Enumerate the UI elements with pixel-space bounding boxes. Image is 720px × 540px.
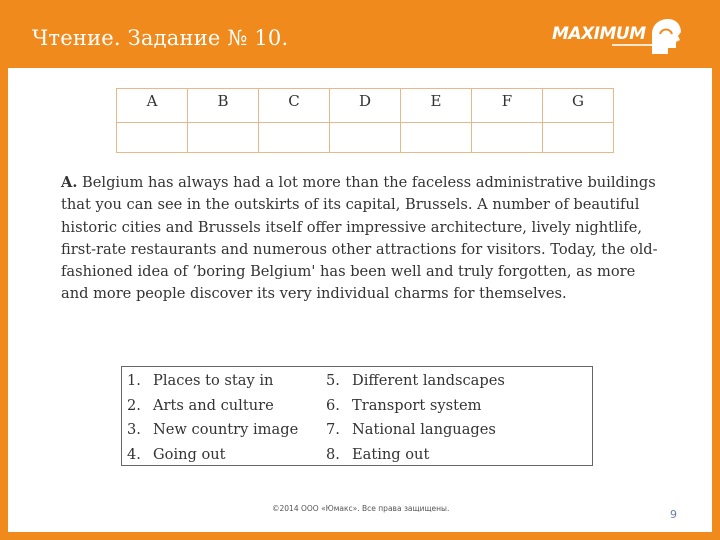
maximum-logo bbox=[552, 18, 684, 58]
heading-label: New country image bbox=[153, 421, 299, 438]
answer-cell-d[interactable] bbox=[330, 123, 401, 153]
heading-option bbox=[127, 443, 298, 468]
heading-option bbox=[326, 394, 505, 419]
reading-text bbox=[61, 172, 661, 306]
answer-cell-e[interactable] bbox=[401, 123, 472, 153]
heading-number: 8. bbox=[326, 445, 340, 463]
answer-cell-c[interactable] bbox=[259, 123, 330, 153]
heading-label: Going out bbox=[153, 445, 226, 463]
answer-table-answers-row bbox=[117, 123, 614, 153]
answer-letter-b: B bbox=[188, 89, 259, 123]
page-number: 9 bbox=[670, 508, 677, 521]
answer-letter-f: F bbox=[472, 89, 543, 123]
slide-header bbox=[0, 0, 720, 68]
text-label: A. bbox=[61, 174, 78, 191]
heading-option bbox=[326, 418, 505, 443]
heading-label: Different landscapes bbox=[352, 372, 505, 389]
heading-number: 1. bbox=[127, 372, 141, 389]
copyright-footer: ©2014 ООО «Юмакс». Все права защищены. bbox=[272, 504, 450, 513]
heading-number: 2. bbox=[127, 396, 141, 414]
heading-label: National languages bbox=[352, 421, 496, 438]
heading-option bbox=[326, 369, 505, 394]
heading-label: Arts and culture bbox=[153, 396, 274, 414]
heading-option bbox=[127, 394, 298, 419]
answer-cell-f[interactable] bbox=[472, 123, 543, 153]
answer-letter-a: A bbox=[117, 89, 188, 123]
heading-label: Eating out bbox=[352, 445, 430, 463]
answer-letter-e: E bbox=[401, 89, 472, 123]
heading-label: Transport system bbox=[352, 396, 482, 414]
answer-cell-g[interactable] bbox=[543, 123, 614, 153]
heading-number: 6. bbox=[326, 396, 340, 414]
text-body: Belgium has always had a lot more than the faceless administrative buildings that you can see in the outskirts of its capital, Brussels. A number of beautiful historic cities and Brussels itself offer impressive architecture, lively nightlife, first-rate restaurants and numerous other attractions for visitors. Today, the old-fashioned idea of ‘boring Belgium' has been well and truly forgotten, as more and more people discover its very individual charms for themselves. bbox=[61, 174, 658, 303]
logo-text: MAXIMUM bbox=[552, 24, 646, 44]
logo-head-icon bbox=[648, 18, 682, 56]
slide-title: Чтение. Задание № 10. bbox=[32, 26, 289, 50]
heading-number: 4. bbox=[127, 445, 141, 463]
heading-number: 3. bbox=[127, 421, 141, 438]
headings-column-right bbox=[326, 369, 505, 467]
heading-label: Places to stay in bbox=[153, 372, 274, 389]
answer-table-letters-row bbox=[117, 89, 614, 123]
content-panel bbox=[8, 68, 712, 532]
headings-list bbox=[121, 366, 593, 466]
headings-column-left bbox=[127, 369, 298, 467]
logo-underline bbox=[612, 44, 652, 46]
answer-cell-b[interactable] bbox=[188, 123, 259, 153]
heading-number: 7. bbox=[326, 421, 340, 438]
heading-option bbox=[127, 369, 298, 394]
answer-table bbox=[116, 88, 614, 153]
answer-letter-c: C bbox=[259, 89, 330, 123]
heading-number: 5. bbox=[326, 372, 340, 389]
heading-option bbox=[326, 443, 505, 468]
answer-letter-d: D bbox=[330, 89, 401, 123]
answer-cell-a[interactable] bbox=[117, 123, 188, 153]
heading-option bbox=[127, 418, 298, 443]
answer-letter-g: G bbox=[543, 89, 614, 123]
